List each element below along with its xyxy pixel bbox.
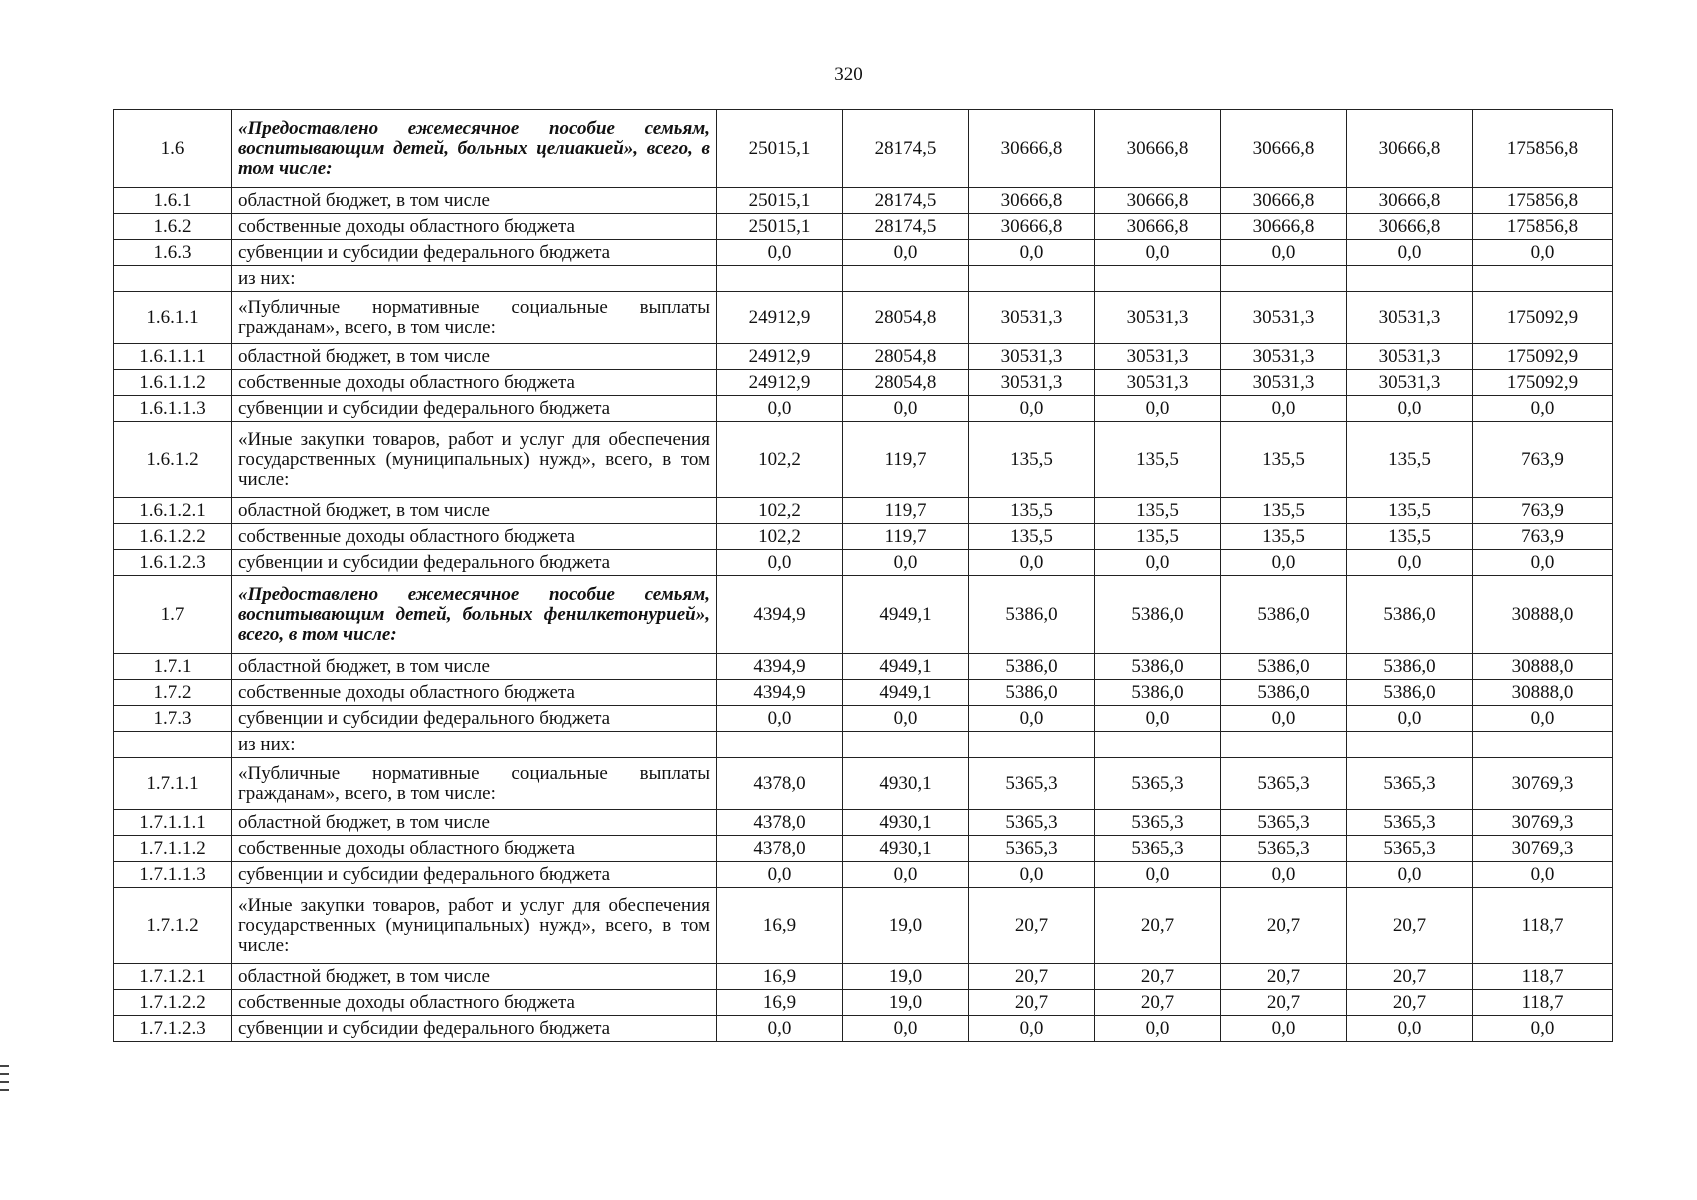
row-value: 0,0: [717, 862, 843, 888]
row-code: 1.6.1.1.2: [114, 370, 232, 396]
table-row: [114, 498, 1613, 524]
row-value: 20,7: [1095, 888, 1221, 964]
row-value: 135,5: [1095, 422, 1221, 498]
table-row: [114, 654, 1613, 680]
row-value: [1095, 266, 1221, 292]
row-value: 5386,0: [1095, 654, 1221, 680]
row-value: 5365,3: [1221, 836, 1347, 862]
row-value: 30666,8: [1095, 110, 1221, 188]
row-value: 0,0: [1095, 706, 1221, 732]
row-value: 4394,9: [717, 654, 843, 680]
row-value: 135,5: [1221, 422, 1347, 498]
table-row: [114, 550, 1613, 576]
row-value: 28174,5: [843, 188, 969, 214]
row-code: 1.6.3: [114, 240, 232, 266]
row-value: [1095, 732, 1221, 758]
row-value: 25015,1: [717, 188, 843, 214]
row-value: 5386,0: [1347, 680, 1473, 706]
row-value: 5365,3: [969, 810, 1095, 836]
row-label: «Публичные нормативные социальные выплаты гражданам», всего, в том числе:: [232, 758, 717, 810]
row-value: 30531,3: [1221, 370, 1347, 396]
row-code: 1.7.1.2: [114, 888, 232, 964]
row-value: 30531,3: [969, 344, 1095, 370]
row-value: 30531,3: [1095, 344, 1221, 370]
row-value: 25015,1: [717, 214, 843, 240]
row-value: 5386,0: [1095, 576, 1221, 654]
row-value: 135,5: [1095, 498, 1221, 524]
row-label: субвенции и субсидии федерального бюджета: [232, 240, 717, 266]
row-total-value: 763,9: [1473, 524, 1613, 550]
table-row: [114, 706, 1613, 732]
row-value: 19,0: [843, 964, 969, 990]
row-value: 5386,0: [969, 576, 1095, 654]
row-code: 1.7.1.2.1: [114, 964, 232, 990]
table-row: [114, 292, 1613, 344]
row-value: [717, 732, 843, 758]
row-value: 0,0: [969, 706, 1095, 732]
row-code: 1.7.1.2.2: [114, 990, 232, 1016]
row-label: «Предоставлено ежемесячное пособие семьям, воспитывающим детей, больных целиакией», всего, в том числе:: [232, 110, 717, 188]
row-label: субвенции и субсидии федерального бюджета: [232, 862, 717, 888]
row-label: «Публичные нормативные социальные выплаты гражданам», всего, в том числе:: [232, 292, 717, 344]
row-value: 5386,0: [969, 680, 1095, 706]
row-total-value: 0,0: [1473, 706, 1613, 732]
row-label: субвенции и субсидии федерального бюджета: [232, 1016, 717, 1042]
row-value: 28054,8: [843, 344, 969, 370]
row-value: 5386,0: [1095, 680, 1221, 706]
row-value: 0,0: [717, 550, 843, 576]
row-code: 1.7.2: [114, 680, 232, 706]
row-value: 102,2: [717, 422, 843, 498]
table-row: [114, 396, 1613, 422]
row-value: 30531,3: [1347, 344, 1473, 370]
row-value: 5365,3: [969, 836, 1095, 862]
row-value: 0,0: [969, 862, 1095, 888]
row-value: 28174,5: [843, 110, 969, 188]
row-label: собственные доходы областного бюджета: [232, 680, 717, 706]
row-value: 0,0: [1221, 706, 1347, 732]
row-value: 0,0: [1347, 1016, 1473, 1042]
row-code: 1.6.2: [114, 214, 232, 240]
row-value: 20,7: [1221, 990, 1347, 1016]
row-value: 4949,1: [843, 680, 969, 706]
table-row: [114, 680, 1613, 706]
row-value: [1221, 266, 1347, 292]
row-value: 0,0: [969, 1016, 1095, 1042]
row-value: 5365,3: [1347, 810, 1473, 836]
row-value: 4378,0: [717, 836, 843, 862]
row-value: 30531,3: [1221, 292, 1347, 344]
row-code: [114, 266, 232, 292]
row-value: 135,5: [1347, 524, 1473, 550]
row-value: [1347, 266, 1473, 292]
table-row: [114, 964, 1613, 990]
row-label: областной бюджет, в том числе: [232, 810, 717, 836]
row-total-value: 175856,8: [1473, 188, 1613, 214]
row-value: 0,0: [1221, 240, 1347, 266]
row-total-value: 118,7: [1473, 990, 1613, 1016]
row-value: 30666,8: [969, 214, 1095, 240]
row-value: 135,5: [1347, 498, 1473, 524]
row-value: 5365,3: [1095, 758, 1221, 810]
row-code: 1.7.1: [114, 654, 232, 680]
table-row: [114, 110, 1613, 188]
row-code: 1.6.1.1.1: [114, 344, 232, 370]
row-value: 30666,8: [1095, 188, 1221, 214]
row-total-value: 118,7: [1473, 888, 1613, 964]
row-code: 1.6: [114, 110, 232, 188]
table-row: [114, 214, 1613, 240]
row-total-value: 0,0: [1473, 240, 1613, 266]
row-label: «Иные закупки товаров, работ и услуг для обеспечения государственных (муниципальных) нужд», всего, в том числе:: [232, 888, 717, 964]
row-label: из них:: [232, 266, 717, 292]
row-value: 0,0: [843, 396, 969, 422]
row-code: 1.6.1: [114, 188, 232, 214]
row-value: 30531,3: [969, 370, 1095, 396]
row-value: 0,0: [717, 706, 843, 732]
row-total-value: 30888,0: [1473, 680, 1613, 706]
row-value: 5365,3: [969, 758, 1095, 810]
row-value: 0,0: [843, 862, 969, 888]
row-value: 5386,0: [969, 654, 1095, 680]
row-label: собственные доходы областного бюджета: [232, 990, 717, 1016]
row-value: 30666,8: [1221, 110, 1347, 188]
row-value: 30531,3: [1347, 370, 1473, 396]
row-value: 0,0: [1347, 240, 1473, 266]
row-value: 0,0: [1221, 396, 1347, 422]
row-value: 5365,3: [1095, 810, 1221, 836]
row-value: 0,0: [1347, 396, 1473, 422]
row-value: 5386,0: [1221, 576, 1347, 654]
row-label: областной бюджет, в том числе: [232, 654, 717, 680]
row-value: 4930,1: [843, 836, 969, 862]
row-value: 19,0: [843, 990, 969, 1016]
row-code: 1.7: [114, 576, 232, 654]
row-value: 0,0: [969, 240, 1095, 266]
table-row: [114, 758, 1613, 810]
row-total-value: 175092,9: [1473, 344, 1613, 370]
row-value: 30666,8: [969, 188, 1095, 214]
row-value: 16,9: [717, 990, 843, 1016]
row-value: 20,7: [1221, 964, 1347, 990]
row-value: 28174,5: [843, 214, 969, 240]
row-value: 0,0: [1095, 240, 1221, 266]
row-label: «Иные закупки товаров, работ и услуг для обеспечения государственных (муниципальных) нужд», всего, в том числе:: [232, 422, 717, 498]
row-value: 0,0: [1095, 862, 1221, 888]
row-label: из них:: [232, 732, 717, 758]
row-value: 135,5: [1347, 422, 1473, 498]
row-value: 5365,3: [1347, 758, 1473, 810]
row-code: 1.7.1.1.2: [114, 836, 232, 862]
table-row: [114, 422, 1613, 498]
row-total-value: 0,0: [1473, 1016, 1613, 1042]
row-value: 0,0: [717, 1016, 843, 1042]
row-value: 28054,8: [843, 370, 969, 396]
row-value: 30531,3: [1095, 292, 1221, 344]
row-label: собственные доходы областного бюджета: [232, 524, 717, 550]
row-value: 28054,8: [843, 292, 969, 344]
row-value: 4394,9: [717, 680, 843, 706]
row-value: 20,7: [1095, 990, 1221, 1016]
table-row: [114, 344, 1613, 370]
table-row: [114, 576, 1613, 654]
row-value: 0,0: [1347, 862, 1473, 888]
row-value: 30666,8: [1347, 110, 1473, 188]
row-code: 1.6.1.2: [114, 422, 232, 498]
table-row: [114, 888, 1613, 964]
row-value: 30531,3: [1095, 370, 1221, 396]
row-total-value: [1473, 266, 1613, 292]
table-row: [114, 810, 1613, 836]
row-label: собственные доходы областного бюджета: [232, 370, 717, 396]
row-value: 119,7: [843, 498, 969, 524]
row-value: 5365,3: [1221, 810, 1347, 836]
row-label: субвенции и субсидии федерального бюджета: [232, 550, 717, 576]
row-code: 1.6.1.2.1: [114, 498, 232, 524]
table-row: [114, 1016, 1613, 1042]
row-label: областной бюджет, в том числе: [232, 188, 717, 214]
table-row: [114, 188, 1613, 214]
table-body: [114, 110, 1613, 1042]
row-value: 4394,9: [717, 576, 843, 654]
row-value: 30666,8: [1221, 214, 1347, 240]
row-label: областной бюджет, в том числе: [232, 964, 717, 990]
row-code: 1.6.1.1.3: [114, 396, 232, 422]
row-total-value: 30888,0: [1473, 654, 1613, 680]
table-row: [114, 370, 1613, 396]
row-total-value: [1473, 732, 1613, 758]
row-value: 0,0: [1095, 396, 1221, 422]
row-value: 30531,3: [969, 292, 1095, 344]
row-value: 0,0: [1347, 706, 1473, 732]
table-row: [114, 990, 1613, 1016]
row-label: субвенции и субсидии федерального бюджета: [232, 706, 717, 732]
row-value: 135,5: [1221, 498, 1347, 524]
row-label: собственные доходы областного бюджета: [232, 836, 717, 862]
row-value: 102,2: [717, 524, 843, 550]
row-total-value: 30888,0: [1473, 576, 1613, 654]
row-label: «Предоставлено ежемесячное пособие семьям, воспитывающим детей, больных фенилкетонурией», всего, в том числе:: [232, 576, 717, 654]
row-code: 1.6.1.2.3: [114, 550, 232, 576]
row-value: 119,7: [843, 422, 969, 498]
row-code: 1.7.1.1: [114, 758, 232, 810]
row-total-value: 763,9: [1473, 498, 1613, 524]
row-value: 0,0: [843, 706, 969, 732]
row-value: 0,0: [1221, 862, 1347, 888]
row-value: 24912,9: [717, 292, 843, 344]
row-value: 5386,0: [1347, 576, 1473, 654]
table-row: [114, 240, 1613, 266]
row-value: 0,0: [1347, 550, 1473, 576]
row-value: 30666,8: [1347, 188, 1473, 214]
row-value: 102,2: [717, 498, 843, 524]
row-value: 4930,1: [843, 810, 969, 836]
row-value: 135,5: [1221, 524, 1347, 550]
row-value: 135,5: [969, 524, 1095, 550]
row-value: [843, 266, 969, 292]
row-value: 135,5: [1095, 524, 1221, 550]
row-total-value: 175856,8: [1473, 110, 1613, 188]
table-row: [114, 266, 1613, 292]
row-value: 30531,3: [1221, 344, 1347, 370]
row-value: 20,7: [1347, 888, 1473, 964]
row-value: 4378,0: [717, 758, 843, 810]
row-value: 4378,0: [717, 810, 843, 836]
row-total-value: 0,0: [1473, 862, 1613, 888]
row-value: 5365,3: [1095, 836, 1221, 862]
row-value: [717, 266, 843, 292]
row-value: 119,7: [843, 524, 969, 550]
row-total-value: 175092,9: [1473, 292, 1613, 344]
row-value: 4949,1: [843, 654, 969, 680]
row-total-value: 30769,3: [1473, 810, 1613, 836]
budget-table: [113, 109, 1613, 1042]
row-value: 5386,0: [1221, 680, 1347, 706]
table-row: [114, 732, 1613, 758]
row-total-value: 763,9: [1473, 422, 1613, 498]
row-value: 0,0: [717, 240, 843, 266]
row-value: 0,0: [1221, 550, 1347, 576]
row-value: 135,5: [969, 498, 1095, 524]
row-value: 0,0: [1095, 1016, 1221, 1042]
row-value: 30666,8: [1221, 188, 1347, 214]
row-value: 20,7: [969, 964, 1095, 990]
row-value: [969, 266, 1095, 292]
row-value: [969, 732, 1095, 758]
row-value: 4949,1: [843, 576, 969, 654]
row-code: 1.6.1.1: [114, 292, 232, 344]
row-value: 5386,0: [1347, 654, 1473, 680]
margin-marks: [0, 1065, 9, 1097]
row-value: 0,0: [843, 550, 969, 576]
row-value: 0,0: [717, 396, 843, 422]
row-value: 20,7: [969, 888, 1095, 964]
row-code: 1.7.1.1.1: [114, 810, 232, 836]
table-row: [114, 524, 1613, 550]
row-value: 16,9: [717, 964, 843, 990]
row-value: 5386,0: [1221, 654, 1347, 680]
row-value: [1221, 732, 1347, 758]
row-value: 0,0: [969, 396, 1095, 422]
row-value: 24912,9: [717, 344, 843, 370]
row-value: 19,0: [843, 888, 969, 964]
row-value: 20,7: [1221, 888, 1347, 964]
row-total-value: 0,0: [1473, 396, 1613, 422]
row-value: [843, 732, 969, 758]
row-value: 20,7: [1347, 964, 1473, 990]
row-value: 135,5: [969, 422, 1095, 498]
row-value: 20,7: [1095, 964, 1221, 990]
row-value: 20,7: [969, 990, 1095, 1016]
row-total-value: 30769,3: [1473, 758, 1613, 810]
row-total-value: 175856,8: [1473, 214, 1613, 240]
row-total-value: 118,7: [1473, 964, 1613, 990]
row-label: областной бюджет, в том числе: [232, 498, 717, 524]
row-total-value: 30769,3: [1473, 836, 1613, 862]
row-value: 20,7: [1347, 990, 1473, 1016]
row-value: 30666,8: [1347, 214, 1473, 240]
row-code: 1.7.1.2.3: [114, 1016, 232, 1042]
page-number: 320: [834, 64, 863, 85]
table-row: [114, 862, 1613, 888]
row-total-value: 175092,9: [1473, 370, 1613, 396]
row-label: собственные доходы областного бюджета: [232, 214, 717, 240]
table-row: [114, 836, 1613, 862]
row-value: 30666,8: [1095, 214, 1221, 240]
row-code: 1.7.1.1.3: [114, 862, 232, 888]
row-label: субвенции и субсидии федерального бюджета: [232, 396, 717, 422]
row-value: 0,0: [843, 240, 969, 266]
row-value: 25015,1: [717, 110, 843, 188]
row-code: [114, 732, 232, 758]
row-value: [1347, 732, 1473, 758]
row-value: 0,0: [1221, 1016, 1347, 1042]
row-value: 24912,9: [717, 370, 843, 396]
row-value: 0,0: [843, 1016, 969, 1042]
row-value: 5365,3: [1347, 836, 1473, 862]
row-value: 16,9: [717, 888, 843, 964]
row-label: областной бюджет, в том числе: [232, 344, 717, 370]
row-value: 30666,8: [969, 110, 1095, 188]
row-total-value: 0,0: [1473, 550, 1613, 576]
row-value: 30531,3: [1347, 292, 1473, 344]
row-value: 0,0: [1095, 550, 1221, 576]
row-code: 1.6.1.2.2: [114, 524, 232, 550]
row-code: 1.7.3: [114, 706, 232, 732]
row-value: 0,0: [969, 550, 1095, 576]
row-value: 4930,1: [843, 758, 969, 810]
row-value: 5365,3: [1221, 758, 1347, 810]
